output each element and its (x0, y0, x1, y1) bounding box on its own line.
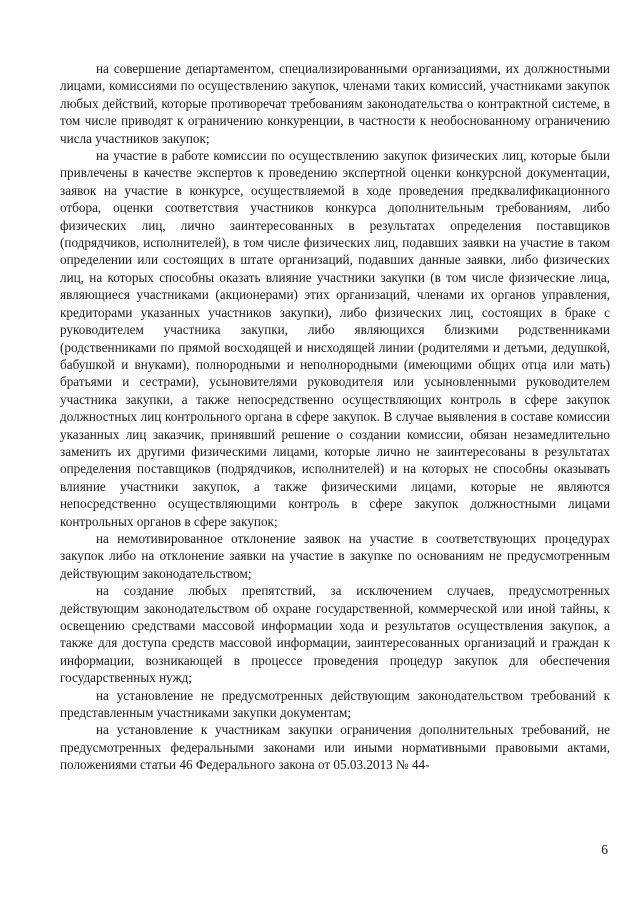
paragraph-3: на немотивированное отклонение заявок на участие в соответствующих процедурах закупок либо на отклонение заявки на участие в закупке по основаниям не предусмотренным действующим законодательством; (60, 530, 610, 581)
paragraph-6: на установление к участникам закупки ограничения дополнительных требований, не предусмотренных федеральными законами или иными нормативными правовыми актами, положениями статьи 46 Федерального закона от 05.03.2013 № 44- (60, 722, 610, 773)
paragraph-5: на установление не предусмотренных действующим законодательством требований к представленным участниками закупки документам; (60, 687, 610, 721)
paragraph-4: на создание любых препятствий, за исключением случаев, предусмотренных действующим законодательством об охране государственной, коммерческой или иной тайны, к освещению средствами массовой информации хода и результатов осуществления закупок, а также для доступа средств массовой информации, заинтересованных организаций и граждан к информации, возникающей в процессе проведения процедур закупок для обеспечения государственных нужд; (60, 583, 610, 686)
paragraph-1: на совершение департаментом, специализированными организациями, их должностными лицами, комиссиями по осуществлению закупок, членами таких комиссий, участниками закупок любых действий, которые противоречат требованиям законодательства о контрактной системе, в том числе приводят к ограничению конкуренции, в частности к необоснованному ограничению числа участников закупок; (60, 61, 610, 146)
page-number: 6 (601, 842, 608, 857)
document-body (60, 60, 610, 774)
paragraph-2: на участие в работе комиссии по осуществлению закупок физических лиц, которые были привлечены в качестве экспертов к проведению экспертной оценки конкурсной документации, заявок на участие в конкурсе, осуществляемой в ходе проведения предквалификационного отбора, оценки соответствия участников конкурса дополнительным требованиям, либо физических лиц, лично заинтересованных в результатах определения поставщиков (подрядчиков, исполнителей), в том числе физических лиц, подавших заявки на участие в таком определении или состоящих в штате организаций, подавших данные заявки, либо физических лиц, на которых способны оказать влияние участники закупки (в том числе физические лица, являющиеся участниками (акционерами) этих организаций, членами их органов управления, кредиторами указанных участников закупки), либо физических лиц, состоящих в браке с руководителем участника закупки, либо являющихся близкими родственниками (родственниками по прямой восходящей и нисходящей линии (родителями и детьми, дедушкой, бабушкой и внуками), полнородными и неполнородными (имеющими общих отца или мать) братьями и сестрами), усыновителями руководителя или усыновленными руководителем участника закупки, а также непосредственно осуществляющих контроль в сфере закупок должностных лиц контрольного органа в сфере закупок. В случае выявления в составе комиссии указанных лиц заказчик, принявший решение о создании комиссии, обязан незамедлительно заменить их другими физическими лицами, которые лично не заинтересованы в результатах определения поставщиков (подрядчиков, исполнителей) и на которых не способны оказывать влияние участники закупок, а также физическими лицами, которые не являются непосредственно осуществляющими контроль в сфере закупок должностными лицами контрольных органов в сфере закупок; (60, 148, 610, 529)
